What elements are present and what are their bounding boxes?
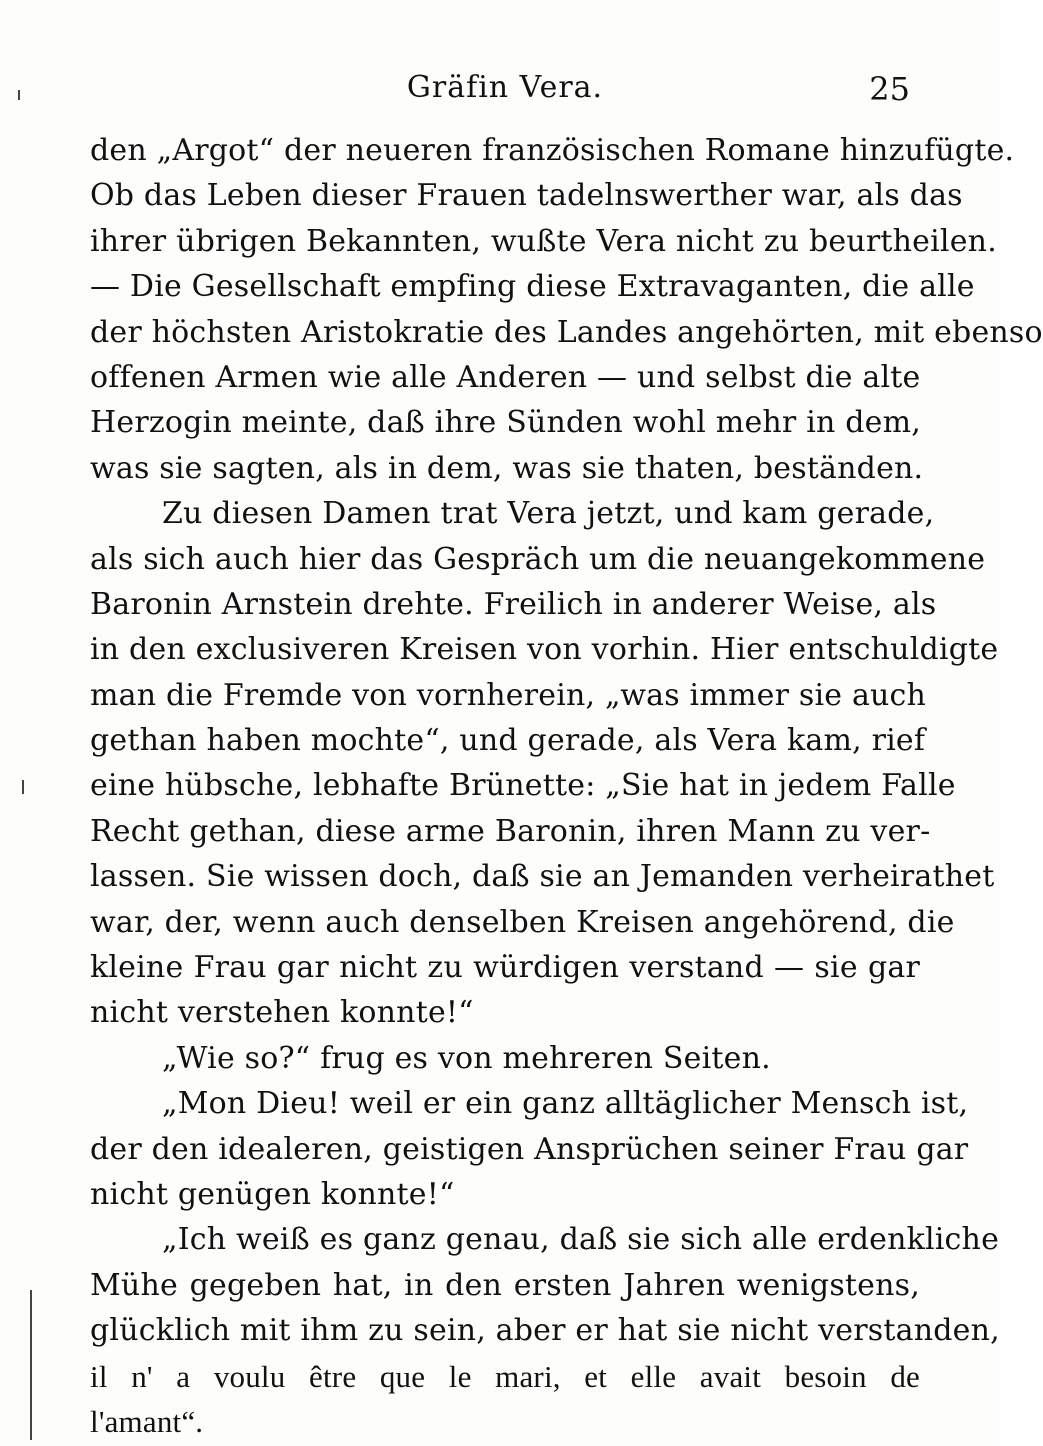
- text-line: „Mon Dieu! weil er ein ganz alltäglicher Mensch ist,: [162, 1086, 969, 1122]
- text-line: was sie sagten, als in dem, was sie thaten, beständen.: [90, 450, 924, 486]
- text-line: — Die Gesellschaft empfing diese Extravaganten, die alle: [90, 269, 975, 305]
- text-line: lassen. Sie wissen doch, daß sie an Jemanden verheirathet: [90, 859, 995, 895]
- text-line: il n' a voulu être que le mari, et elle avait besoin de: [90, 1358, 920, 1394]
- text-line: glücklich mit ihm zu sein, aber er hat sie nicht verstanden,: [90, 1313, 1000, 1349]
- text-line: in den exclusiveren Kreisen von vorhin. Hier entschuldigte: [90, 632, 999, 668]
- text-line: eine hübsche, lebhafte Brünette: „Sie hat in jedem Falle: [90, 768, 956, 804]
- text-line: kleine Frau gar nicht zu würdigen verstand — sie gar: [90, 950, 920, 986]
- text-line: als sich auch hier das Gespräch um die neuangekommene: [90, 541, 986, 577]
- text-line: nicht genügen konnte!“: [90, 1176, 455, 1212]
- text-line: „Ich weiß es ganz genau, daß sie sich alle erdenkliche: [162, 1222, 1000, 1258]
- page-number: 25: [869, 70, 910, 108]
- text-line: Baronin Arnstein drehte. Freilich in anderer Weise, als: [90, 586, 937, 622]
- text-line: nicht verstehen konnte!“: [90, 995, 474, 1031]
- text-line: Recht gethan, diese arme Baronin, ihren Mann zu ver-: [90, 813, 931, 849]
- text-line: „Wie so?“ frug es von mehreren Seiten.: [162, 1040, 771, 1076]
- page-header: [90, 70, 920, 120]
- text-line: der höchsten Aristokratie des Landes angehörten, mit ebenso: [90, 314, 1043, 350]
- body-text: [90, 128, 1043, 1444]
- text-line: der den idealeren, geistigen Ansprüchen seiner Frau gar: [90, 1131, 969, 1167]
- text-line: den „Argot“ der neueren französischen Romane hinzufügte.: [90, 133, 1015, 168]
- text-line: gethan haben mochte“, und gerade, als Vera kam, rief: [90, 723, 926, 759]
- text-line: Herzogin meinte, daß ihre Sünden wohl mehr in dem,: [90, 405, 921, 441]
- scan-margin-noise: [0, 0, 60, 1446]
- text-line: war, der, wenn auch denselben Kreisen angehörend, die: [90, 904, 955, 940]
- text-line: man die Fremde von vornherein, „was immer sie auch: [90, 677, 927, 713]
- text-line: l'amant“.: [90, 1403, 204, 1439]
- text-line: Ob das Leben dieser Frauen tadelnswerther war, als das: [90, 178, 963, 214]
- text-line: Zu diesen Damen trat Vera jetzt, und kam gerade,: [162, 496, 935, 532]
- text-line: ihrer übrigen Bekannten, wußte Vera nicht zu beurtheilen.: [90, 223, 997, 259]
- running-title: Gräfin Vera.: [406, 70, 604, 105]
- text-line: Mühe gegeben hat, in den ersten Jahren wenigstens,: [90, 1267, 920, 1303]
- text-line: offenen Armen wie alle Anderen — und selbst die alte: [90, 359, 921, 395]
